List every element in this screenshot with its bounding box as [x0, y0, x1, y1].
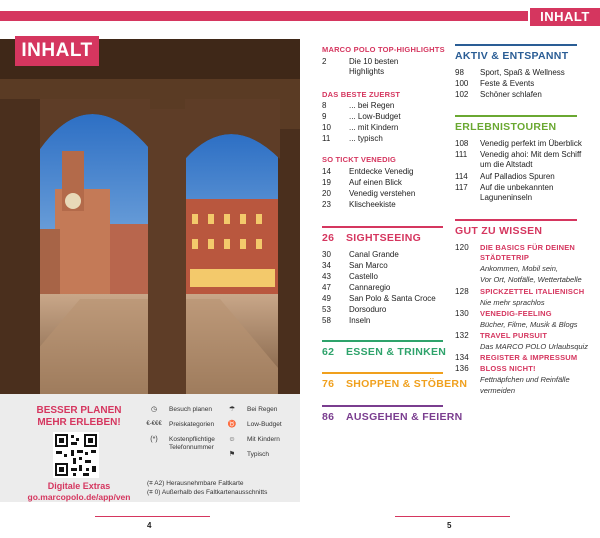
section-rule-ausgehen	[322, 405, 443, 407]
flag-icon: ⚑	[228, 451, 236, 458]
section-page: 62	[322, 346, 335, 358]
toc-title: San Polo & Santa Croce	[349, 294, 436, 303]
toc-title-line2: Laguneninseln	[480, 193, 533, 202]
toc-page: 100	[455, 79, 469, 88]
toc-title: SPICKZETTEL ITALIENISCH	[480, 287, 585, 296]
toc-page: 114	[455, 172, 468, 181]
toc-page: 53	[322, 305, 331, 314]
section-label: SIGHTSEEING	[346, 232, 422, 244]
toc-page: 14	[322, 167, 331, 176]
toc-subtitle: Bücher, Filme, Musik & Blogs	[480, 320, 578, 329]
toc-subtitle: Ankommen, Mobil sein,	[480, 264, 558, 273]
map-note-foldout: (⌗ A2) Herausnehmbare Faltkarte	[147, 480, 244, 487]
asterisk-icon: (*)	[150, 436, 158, 443]
section-rule-aktiv	[455, 44, 577, 46]
section-rule-essen	[322, 340, 443, 342]
section-rule-touren	[455, 115, 577, 117]
toc-title: Venedig perfekt im Überblick	[480, 139, 582, 148]
toc-title: REGISTER & IMPRESSUM	[480, 353, 578, 362]
section-title-shoppen[interactable]	[322, 378, 467, 390]
toc-title: ... bei Regen	[349, 101, 395, 110]
section-title-ausgehen[interactable]	[322, 411, 463, 423]
toc-title	[349, 57, 459, 77]
toc-page: 2	[322, 57, 327, 66]
top-color-bar	[0, 11, 528, 21]
section-page: 26	[322, 232, 335, 244]
legend-label: Bei Regen	[247, 406, 278, 413]
toc-page: 8	[322, 101, 327, 110]
toc-subtitle: Das MARCO POLO Urlaubsquiz	[480, 342, 588, 351]
toc-page: 130	[455, 309, 469, 318]
toc-title: Inseln	[349, 316, 371, 325]
section-label: ESSEN & TRINKEN	[346, 346, 447, 358]
page-number-left: 4	[147, 521, 152, 530]
toc-title: Feste & Events	[480, 79, 535, 88]
toc-title: VENEDIG-FEELING	[480, 309, 552, 318]
toc-title-line1: Venedig ahoi: Mit dem Schiff	[480, 150, 582, 159]
toc-title: Sport, Spaß & Wellness	[480, 68, 565, 77]
toc-page: 108	[455, 139, 469, 148]
toc-page: 120	[455, 243, 469, 252]
toc-page: 23	[322, 200, 331, 209]
toc-title: Castello	[349, 272, 378, 281]
toc-title-line1: DIE BASICS FÜR DEINEN	[480, 243, 576, 252]
toc-heading-beste: DAS BESTE ZUERST	[322, 90, 401, 99]
toc-title-line2: Highlights	[349, 67, 385, 76]
digital-extras-title: Digitale Extras	[47, 481, 111, 491]
toc-page: 19	[322, 178, 331, 187]
page-number-rule-right	[395, 516, 510, 517]
section-title-touren[interactable]: ERLEBNISTOUREN	[455, 121, 557, 133]
toc-page: 30	[322, 250, 331, 259]
toc-title: Venedig verstehen	[349, 189, 416, 198]
toc-page: 47	[322, 283, 331, 292]
toc-title: TRAVEL PURSUIT	[480, 331, 548, 340]
toc-page: 98	[455, 68, 464, 77]
toc-title	[480, 243, 600, 263]
toc-title: Schöner schlafen	[480, 90, 542, 99]
family-icon: ☺	[228, 436, 236, 443]
inhalt-title-tag: INHALT	[15, 36, 99, 66]
toc-title: Cannaregio	[349, 283, 391, 292]
toc-page: 58	[322, 316, 331, 325]
toc-page: 117	[455, 183, 468, 192]
clock-icon: ◷	[150, 406, 158, 413]
piggy-bank-icon: ♉	[227, 421, 237, 428]
toc-page: 20	[322, 189, 331, 198]
toc-page: 10	[322, 123, 331, 132]
section-page: 76	[322, 378, 335, 390]
toc-subtitle: Nie mehr sprachlos	[480, 298, 545, 307]
toc-heading-highlights: MARCO POLO TOP-HIGHLIGHTS	[322, 45, 445, 54]
toc-page: 132	[455, 331, 469, 340]
section-tab-label: INHALT	[530, 8, 600, 26]
toc-page: 34	[322, 261, 331, 270]
toc-title-line2: um die Altstadt	[480, 160, 533, 169]
toc-page: 49	[322, 294, 331, 303]
toc-title: Auf einen Blick	[349, 178, 402, 187]
qr-code-icon[interactable]	[53, 432, 99, 478]
map-note-outside: (⌗ 0) Außerhalb des Faltkartenausschnitts	[147, 489, 268, 496]
toc-page: 136	[455, 364, 469, 373]
plan-title-line1: BESSER PLANEN	[36, 405, 122, 416]
plan-title	[30, 405, 128, 429]
toc-page: 111	[455, 150, 468, 159]
section-title-sightseeing[interactable]	[322, 232, 421, 244]
section-rule-shoppen	[322, 372, 443, 374]
toc-subtitle: Fettnäpfchen und Reinfälle	[480, 375, 570, 384]
toc-subtitle: vermeiden	[480, 386, 516, 395]
euro-icon: €-€€€	[146, 421, 162, 427]
toc-page: 43	[322, 272, 331, 281]
toc-title: Canal Grande	[349, 250, 399, 259]
section-label: SHOPPEN & STÖBERN	[346, 378, 468, 390]
toc-title: BLOSS NICHT!	[480, 364, 536, 373]
toc-title-line2: STÄDTETRIP	[480, 253, 530, 262]
section-title-essen[interactable]	[322, 346, 446, 358]
toc-title-line1: Die 10 besten	[349, 57, 399, 66]
digital-extras-link[interactable]: go.marcopolo.de/app/ven	[27, 492, 131, 502]
legend-label: Besuch planen	[169, 406, 213, 413]
venice-photo	[0, 39, 300, 394]
toc-title: Dorsoduro	[349, 305, 387, 314]
toc-page: 102	[455, 90, 469, 99]
toc-title: Entdecke Venedig	[349, 167, 414, 176]
toc-subtitle: Vor Ort, Notfälle, Wettertabelle	[480, 275, 582, 284]
toc-title	[480, 183, 600, 203]
toc-title	[480, 150, 600, 170]
legend-label: Typisch	[247, 451, 270, 458]
section-rule-sightseeing	[322, 226, 443, 228]
toc-title: ... mit Kindern	[349, 123, 399, 132]
toc-page: 128	[455, 287, 469, 296]
section-page: 86	[322, 411, 335, 423]
toc-title: San Marco	[349, 261, 388, 270]
legend-label: Kostenpflichtige Telefonnummer	[169, 436, 215, 451]
toc-page: 11	[322, 134, 331, 143]
toc-page: 134	[455, 353, 469, 362]
plan-title-line2: MEHR ERLEBEN!	[37, 417, 121, 428]
page-number-rule-left	[95, 516, 210, 517]
toc-page: 9	[322, 112, 327, 121]
toc-heading-tickt: SO TICKT VENEDIG	[322, 155, 397, 164]
legend-label: Low-Budget	[247, 421, 282, 428]
section-label: AUSGEHEN & FEIERN	[346, 411, 463, 423]
page-number-right: 5	[447, 521, 452, 530]
umbrella-icon: ☂	[228, 406, 236, 413]
section-rule-gut	[455, 219, 577, 221]
toc-title-line1: Auf die unbekannten	[480, 183, 554, 192]
section-title-aktiv[interactable]: AKTIV & ENTSPANNT	[455, 50, 569, 62]
toc-title: Klischeekiste	[349, 200, 396, 209]
toc-title: ... Low-Budget	[349, 112, 401, 121]
toc-title: ... typisch	[349, 134, 383, 143]
toc-title: Auf Palladios Spuren	[480, 172, 555, 181]
legend-label: Preiskategorien	[169, 421, 215, 428]
section-title-gut[interactable]: GUT ZU WISSEN	[455, 225, 543, 237]
legend-label: Mit Kindern	[247, 436, 280, 443]
